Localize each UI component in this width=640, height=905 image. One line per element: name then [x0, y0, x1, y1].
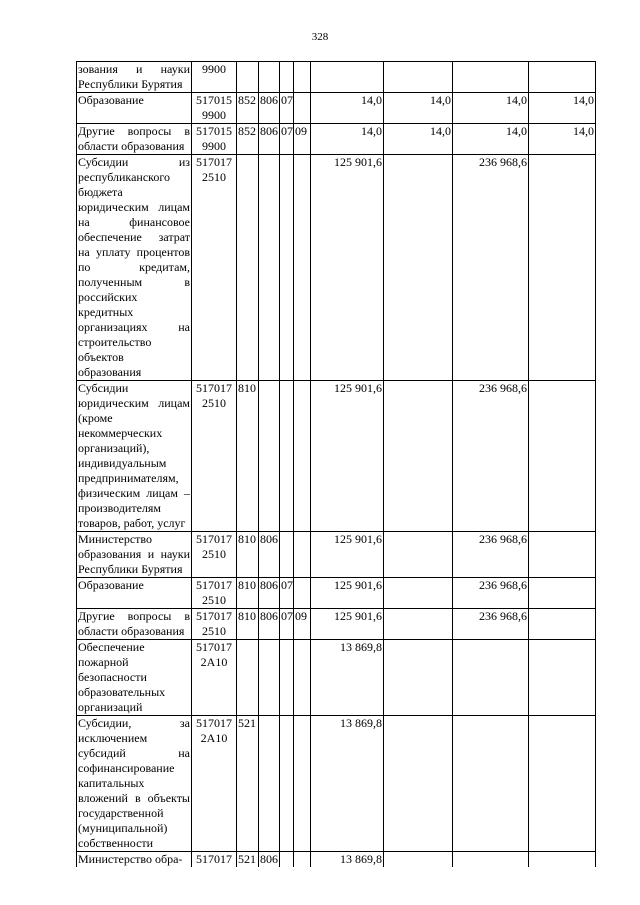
- expense-type: [237, 640, 259, 716]
- row-name: Субсидии юридическим лицам (кроме некоммерческих организаций), индивидуальным предпринимателям, физическим лицам – производителям товаров, работ, услуг: [78, 381, 190, 530]
- amount-1: 125 901,6: [311, 578, 384, 609]
- grbs-code: 806: [259, 609, 280, 640]
- amount-4: [529, 609, 596, 640]
- table-row: [77, 609, 596, 640]
- subsection-code: 09: [294, 609, 311, 640]
- amount-4: 14,0: [529, 124, 596, 155]
- amount-2: [384, 640, 453, 716]
- subsection-code: [294, 155, 311, 381]
- target-code: 517017: [192, 852, 237, 868]
- table-row: [77, 578, 596, 609]
- row-name: Министерство образования и науки Республики Бурятия: [78, 532, 190, 576]
- grbs-code: [259, 716, 280, 852]
- expense-type: 810: [237, 578, 259, 609]
- expense-type: 810: [237, 532, 259, 578]
- amount-1: 13 869,8: [311, 640, 384, 716]
- amount-1: 125 901,6: [311, 381, 384, 532]
- amount-3: 236 968,6: [453, 578, 529, 609]
- amount-4: 14,0: [529, 93, 596, 124]
- expense-type: 521: [237, 852, 259, 868]
- amount-2: [384, 62, 453, 93]
- subsection-code: 09: [294, 124, 311, 155]
- row-name: Другие вопросы в области образования: [78, 609, 190, 638]
- target-code: 517017 2510: [192, 532, 237, 578]
- amount-2: 14,0: [384, 93, 453, 124]
- section-code: [280, 640, 294, 716]
- amount-4: [529, 62, 596, 93]
- section-code: [280, 532, 294, 578]
- table-row: [77, 640, 596, 716]
- subsection-code: [294, 62, 311, 93]
- amount-4: [529, 852, 596, 868]
- row-name: Субсидии из республиканского бюджета юридическим лицам на финансовое обеспечение затрат на уплату процентов по кредитам, полученным в российских кредитных организациях на строительство объектов образования: [78, 155, 190, 379]
- row-name: Субсидии, за исключением субсидий на софинансирование капитальных вложений в объекты государственной (муниципальной) собственности: [78, 716, 190, 850]
- table-row: [77, 155, 596, 381]
- subsection-code: [294, 381, 311, 532]
- expense-type: 852: [237, 93, 259, 124]
- amount-3: 14,0: [453, 93, 529, 124]
- amount-1: 14,0: [311, 124, 384, 155]
- amount-3: [453, 716, 529, 852]
- expense-type: [237, 62, 259, 93]
- row-name: Образование: [77, 93, 192, 124]
- expense-type: 810: [237, 381, 259, 532]
- amount-2: [384, 155, 453, 381]
- section-code: 07: [280, 609, 294, 640]
- grbs-code: 806: [259, 578, 280, 609]
- amount-2: [384, 716, 453, 852]
- target-code: 517017 2А10: [192, 716, 237, 852]
- amount-1: 13 869,8: [311, 852, 384, 868]
- amount-3: 236 968,6: [453, 381, 529, 532]
- grbs-code: 806: [260, 852, 278, 866]
- target-code: 517017 2510: [192, 578, 237, 609]
- budget-table: [76, 61, 596, 867]
- expense-type: 810: [237, 609, 259, 640]
- section-code: 07: [280, 578, 294, 609]
- table-row: [77, 532, 596, 578]
- amount-2: [384, 852, 453, 868]
- amount-3: 14,0: [453, 124, 529, 155]
- section-code: [280, 716, 294, 852]
- subsection-code: [294, 640, 311, 716]
- section-code: 07: [280, 93, 294, 124]
- target-code: 517017 2510: [192, 155, 237, 381]
- amount-1: 14,0: [311, 93, 384, 124]
- subsection-code: [294, 578, 311, 609]
- grbs-code: 806: [259, 93, 280, 124]
- amount-4: [529, 532, 596, 578]
- page-number: 328: [311, 31, 329, 43]
- section-code: [280, 155, 294, 381]
- table-row: [77, 716, 596, 852]
- grbs-code: [259, 640, 280, 716]
- amount-3: 236 968,6: [453, 609, 529, 640]
- table-row: [77, 124, 596, 155]
- amount-2: 14,0: [384, 124, 453, 155]
- section-code: 07: [280, 124, 294, 155]
- amount-4: [529, 578, 596, 609]
- row-name: Министерство обра-: [77, 852, 192, 868]
- expense-type: [237, 155, 259, 381]
- section-code: [280, 852, 294, 868]
- table-row: [77, 93, 596, 124]
- target-code: 9900: [192, 62, 237, 93]
- table-row: [77, 852, 596, 868]
- target-code: 517017 2А10: [192, 640, 237, 716]
- amount-2: [384, 578, 453, 609]
- section-code: [280, 381, 294, 532]
- amount-3: [453, 640, 529, 716]
- amount-3: 236 968,6: [453, 532, 529, 578]
- subsection-code: [294, 532, 311, 578]
- row-name: Обеспечение пожарной безопасности образовательных организаций: [77, 640, 192, 716]
- row-name: Образование: [77, 578, 192, 609]
- amount-1: 125 901,6: [311, 609, 384, 640]
- amount-3: [453, 62, 529, 93]
- amount-2: [384, 609, 453, 640]
- grbs-code: 806: [259, 532, 280, 578]
- subsection-code: [294, 716, 311, 852]
- target-code: 517015 9900: [192, 124, 237, 155]
- amount-3: 236 968,6: [453, 155, 529, 381]
- amount-1: [311, 62, 384, 93]
- expense-type: 521: [237, 716, 259, 852]
- subsection-code: [294, 852, 311, 868]
- grbs-code: [259, 62, 280, 93]
- expense-type: 852: [237, 124, 259, 155]
- table-row: [77, 62, 596, 93]
- target-code: 517017 2510: [192, 609, 237, 640]
- amount-2: [384, 381, 453, 532]
- row-name: зования и науки Республики Бурятия: [78, 62, 190, 91]
- subsection-code: [294, 93, 311, 124]
- grbs-code: [259, 155, 280, 381]
- amount-1: 13 869,8: [311, 716, 384, 852]
- grbs-code: 806: [259, 124, 280, 155]
- target-code: 517017 2510: [192, 381, 237, 532]
- grbs-code: [259, 381, 280, 532]
- amount-4: [529, 381, 596, 532]
- amount-2: [384, 532, 453, 578]
- section-code: [280, 62, 294, 93]
- amount-3: [453, 852, 529, 868]
- amount-4: [529, 716, 596, 852]
- amount-1: 125 901,6: [311, 155, 384, 381]
- amount-4: [529, 640, 596, 716]
- row-name: Другие вопросы в области образования: [78, 124, 190, 153]
- amount-4: [529, 155, 596, 381]
- target-code: 517015 9900: [192, 93, 237, 124]
- table-row: [77, 381, 596, 532]
- amount-1: 125 901,6: [311, 532, 384, 578]
